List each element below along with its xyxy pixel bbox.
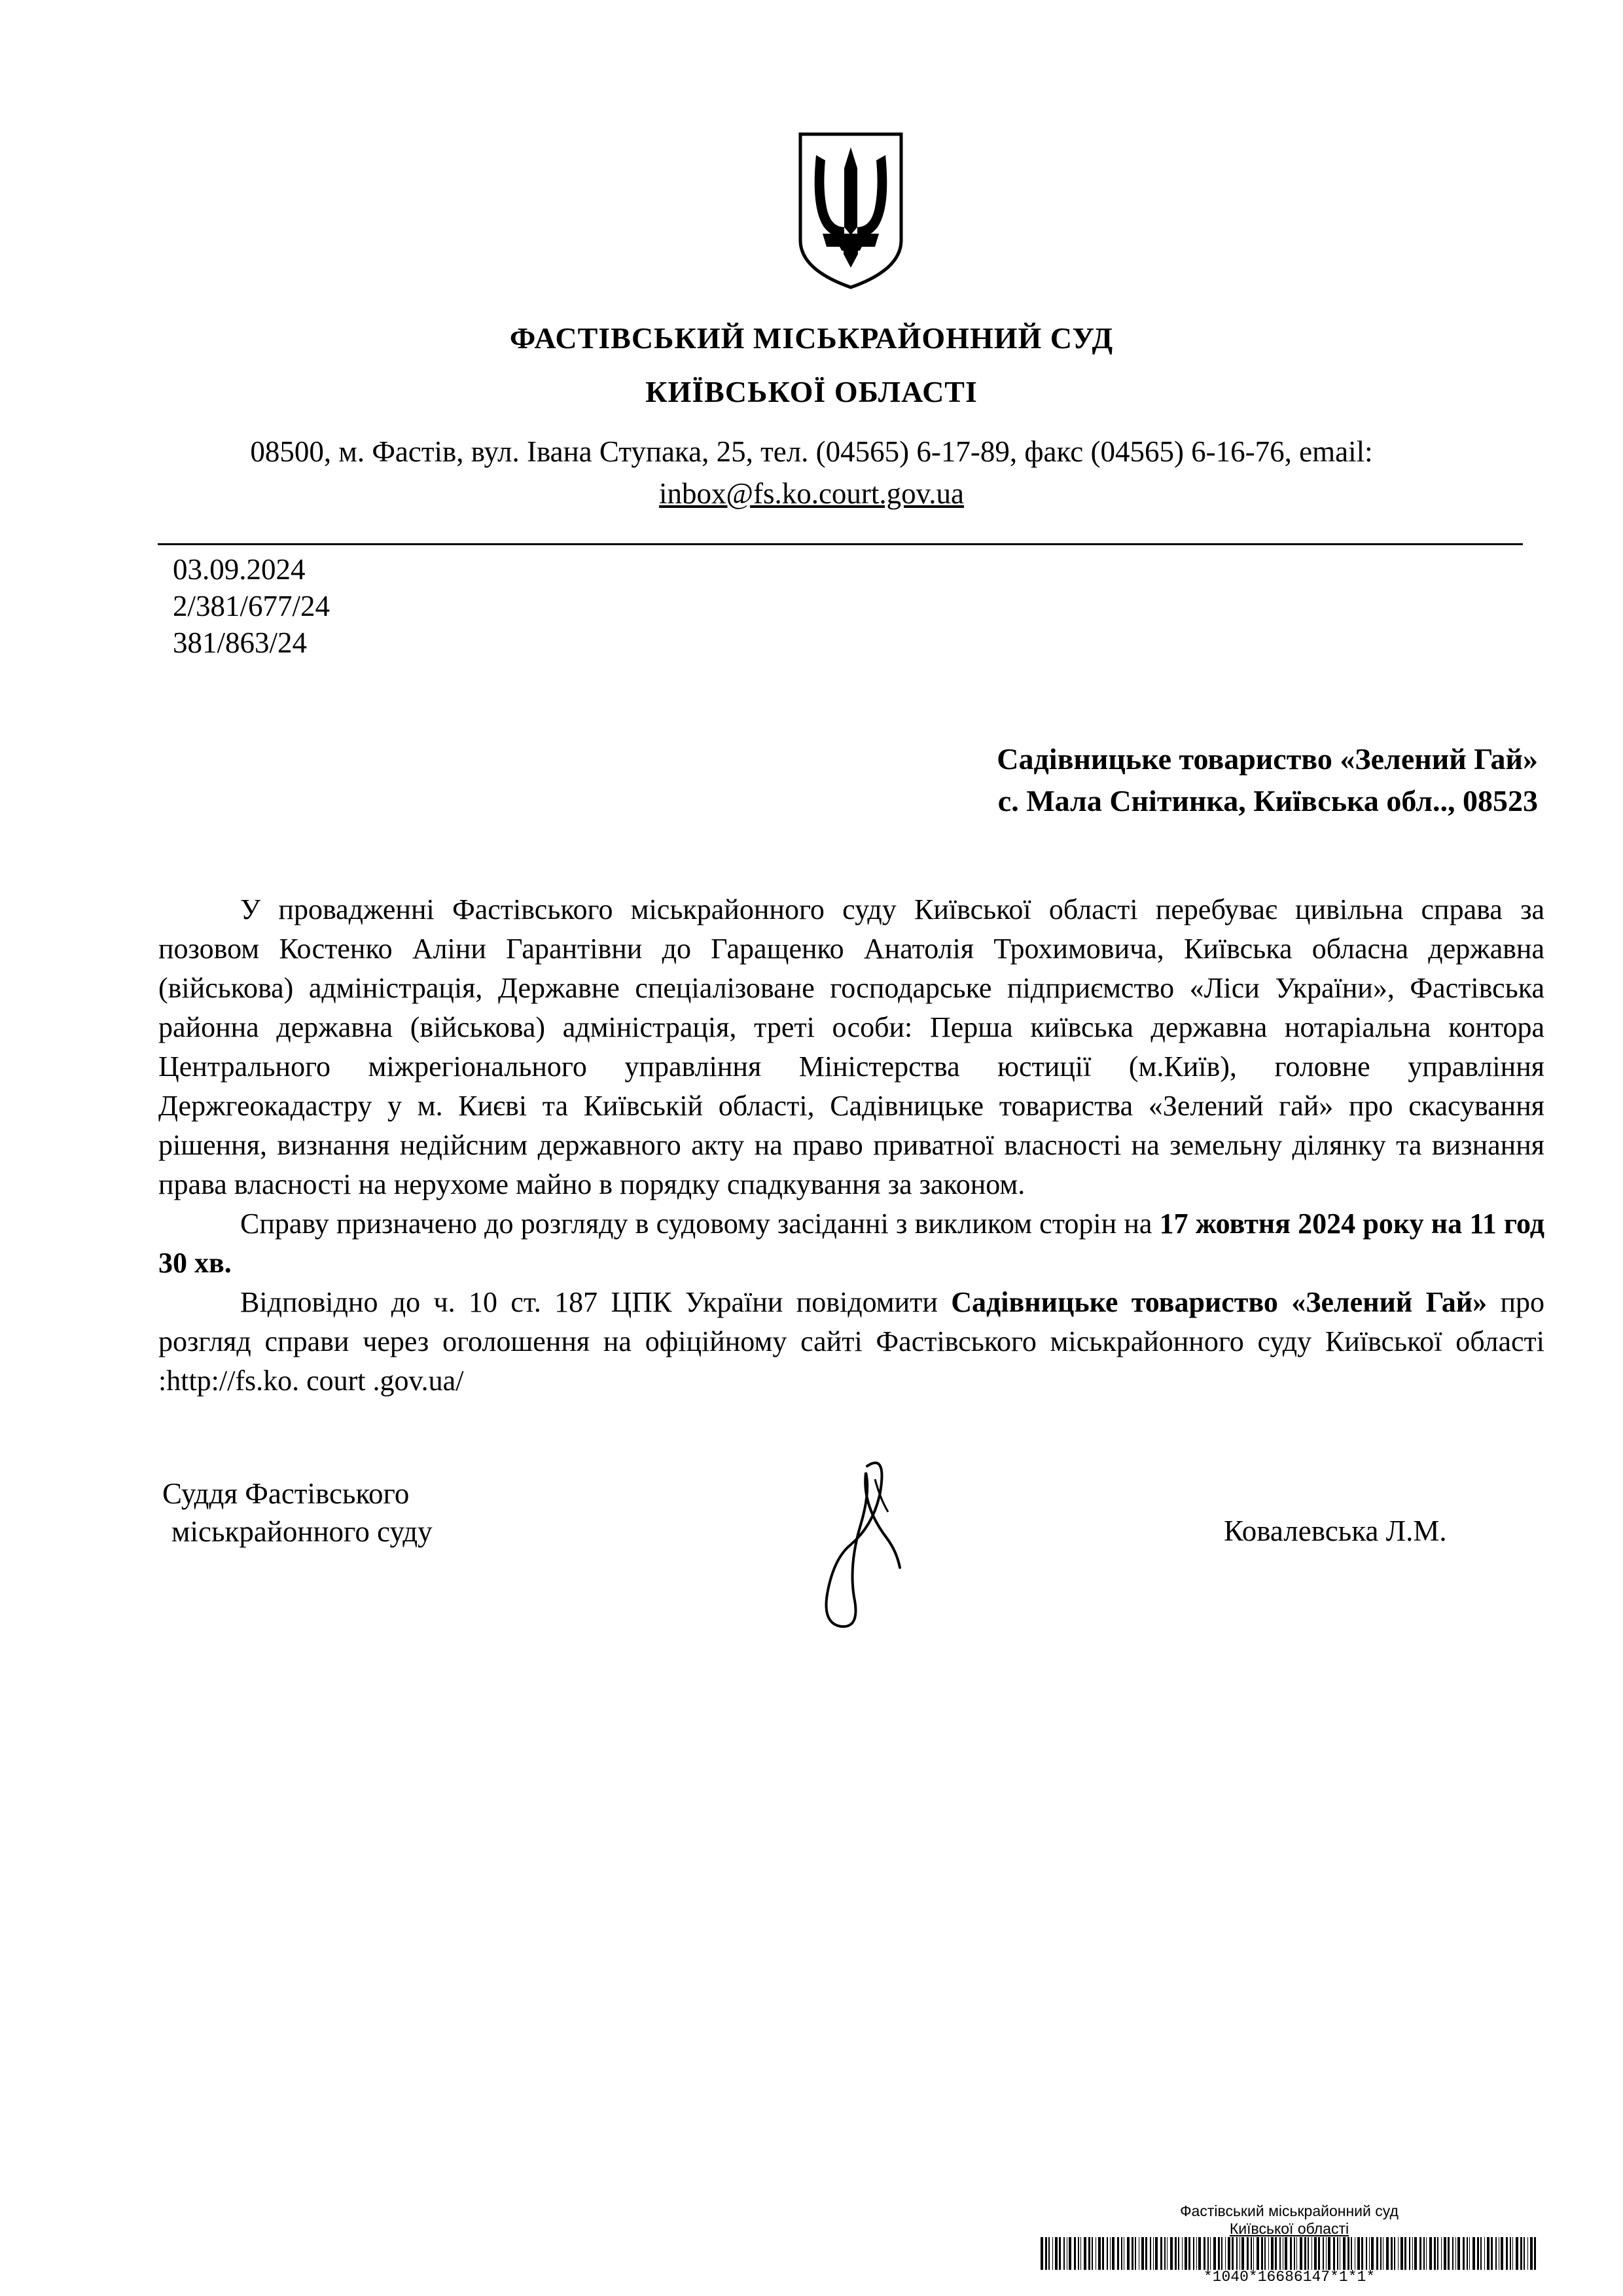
recipient-block (622, 738, 1538, 822)
proceeding-number: 381/863/24 (173, 626, 308, 659)
recipient-name: Садівницьке товариство «Зелений Гай» (997, 742, 1538, 776)
judge-title-line2: міськрайонного суду (171, 1515, 433, 1548)
body-paragraph-2 (158, 1204, 1544, 1283)
stamp-line1: Фастівський міськрайонний суд (1180, 2202, 1399, 2219)
address-text: 08500, м. Фастів, вул. Івана Ступака, 25, тел. (04565) 6-17-89, факс (04565) 6-16-76, email: (250, 435, 1373, 468)
barcode-icon (1041, 2237, 1538, 2270)
notified-party: Садівницьке товариство «Зелений Гай» (951, 1286, 1488, 1318)
letter-body (158, 890, 1544, 1401)
email-link[interactable]: inbox@fs.ko.court.gov.ua (659, 477, 964, 510)
court-address (196, 431, 1427, 514)
header-divider (158, 543, 1523, 545)
paragraph3-text-b: про розгляд справи через оголошення на офіційному сайті Фастівського міськрайонного суду Київської області :http://fs.ko. court .gov.ua/ (158, 1286, 1544, 1397)
letter-date: 03.09.2024 (173, 553, 306, 586)
judge-title (162, 1475, 433, 1551)
body-paragraph-1: У провадженні Фастівського міськрайонного суду Київської області перебуває цивільна справа за позовом Костенко Аліни Гарантівни до Гаращенко Анатолія Трохимовича, Київська обласна державна (військова) адміністрація, Державне спеціалізоване господарське підприємство «Ліси України», Фастівська районна державна (військова) адміністрація, треті особи: Перша київська державна нотаріальна контора Центрального міжрегіонального управління Міністерства юстиції (м.Київ), головне управління Держгеокадастру у м. Києві та Київській області, Садівницьке товариства «Зелений гай» про скасування рішення, визнання недійсним державного акту на право приватної власності на земельну ділянку та визнання права власності на нерухоме майно в порядку спадкування за законом. (158, 893, 1544, 1200)
barcode-caption: *1040*16686147*1*1* (1203, 2269, 1376, 2286)
trident-emblem-icon (796, 129, 905, 291)
judge-title-line1: Суддя Фастівського (162, 1477, 410, 1510)
court-name-line2: КИЇВСЬКОЇ ОБЛАСТІ (645, 375, 978, 408)
stamp-line2: Київської області (1229, 2220, 1349, 2237)
case-number: 2/381/677/24 (173, 590, 330, 622)
recipient-address: с. Мала Снітинка, Київська обл.., 08523 (997, 784, 1538, 817)
hearing-date: 17 жовтня 2024 року на 11 год 30 хв. (158, 1208, 1544, 1279)
court-stamp (1041, 2202, 1538, 2238)
paragraph3-text-a: Відповідно до ч. 10 ст. 187 ЦПК України повідомити (240, 1286, 952, 1318)
paragraph2-text: Справу призначено до розгляду в судовому засіданні з викликом сторін на (240, 1208, 1160, 1240)
body-paragraph-3 (158, 1283, 1544, 1401)
judge-name: Ковалевська Л.М. (1224, 1515, 1447, 1547)
handwritten-signature (789, 1453, 906, 1636)
court-name-line1: ФАСТІВСЬКИЙ МІСЬКРАЙОННИЙ СУД (509, 321, 1114, 355)
